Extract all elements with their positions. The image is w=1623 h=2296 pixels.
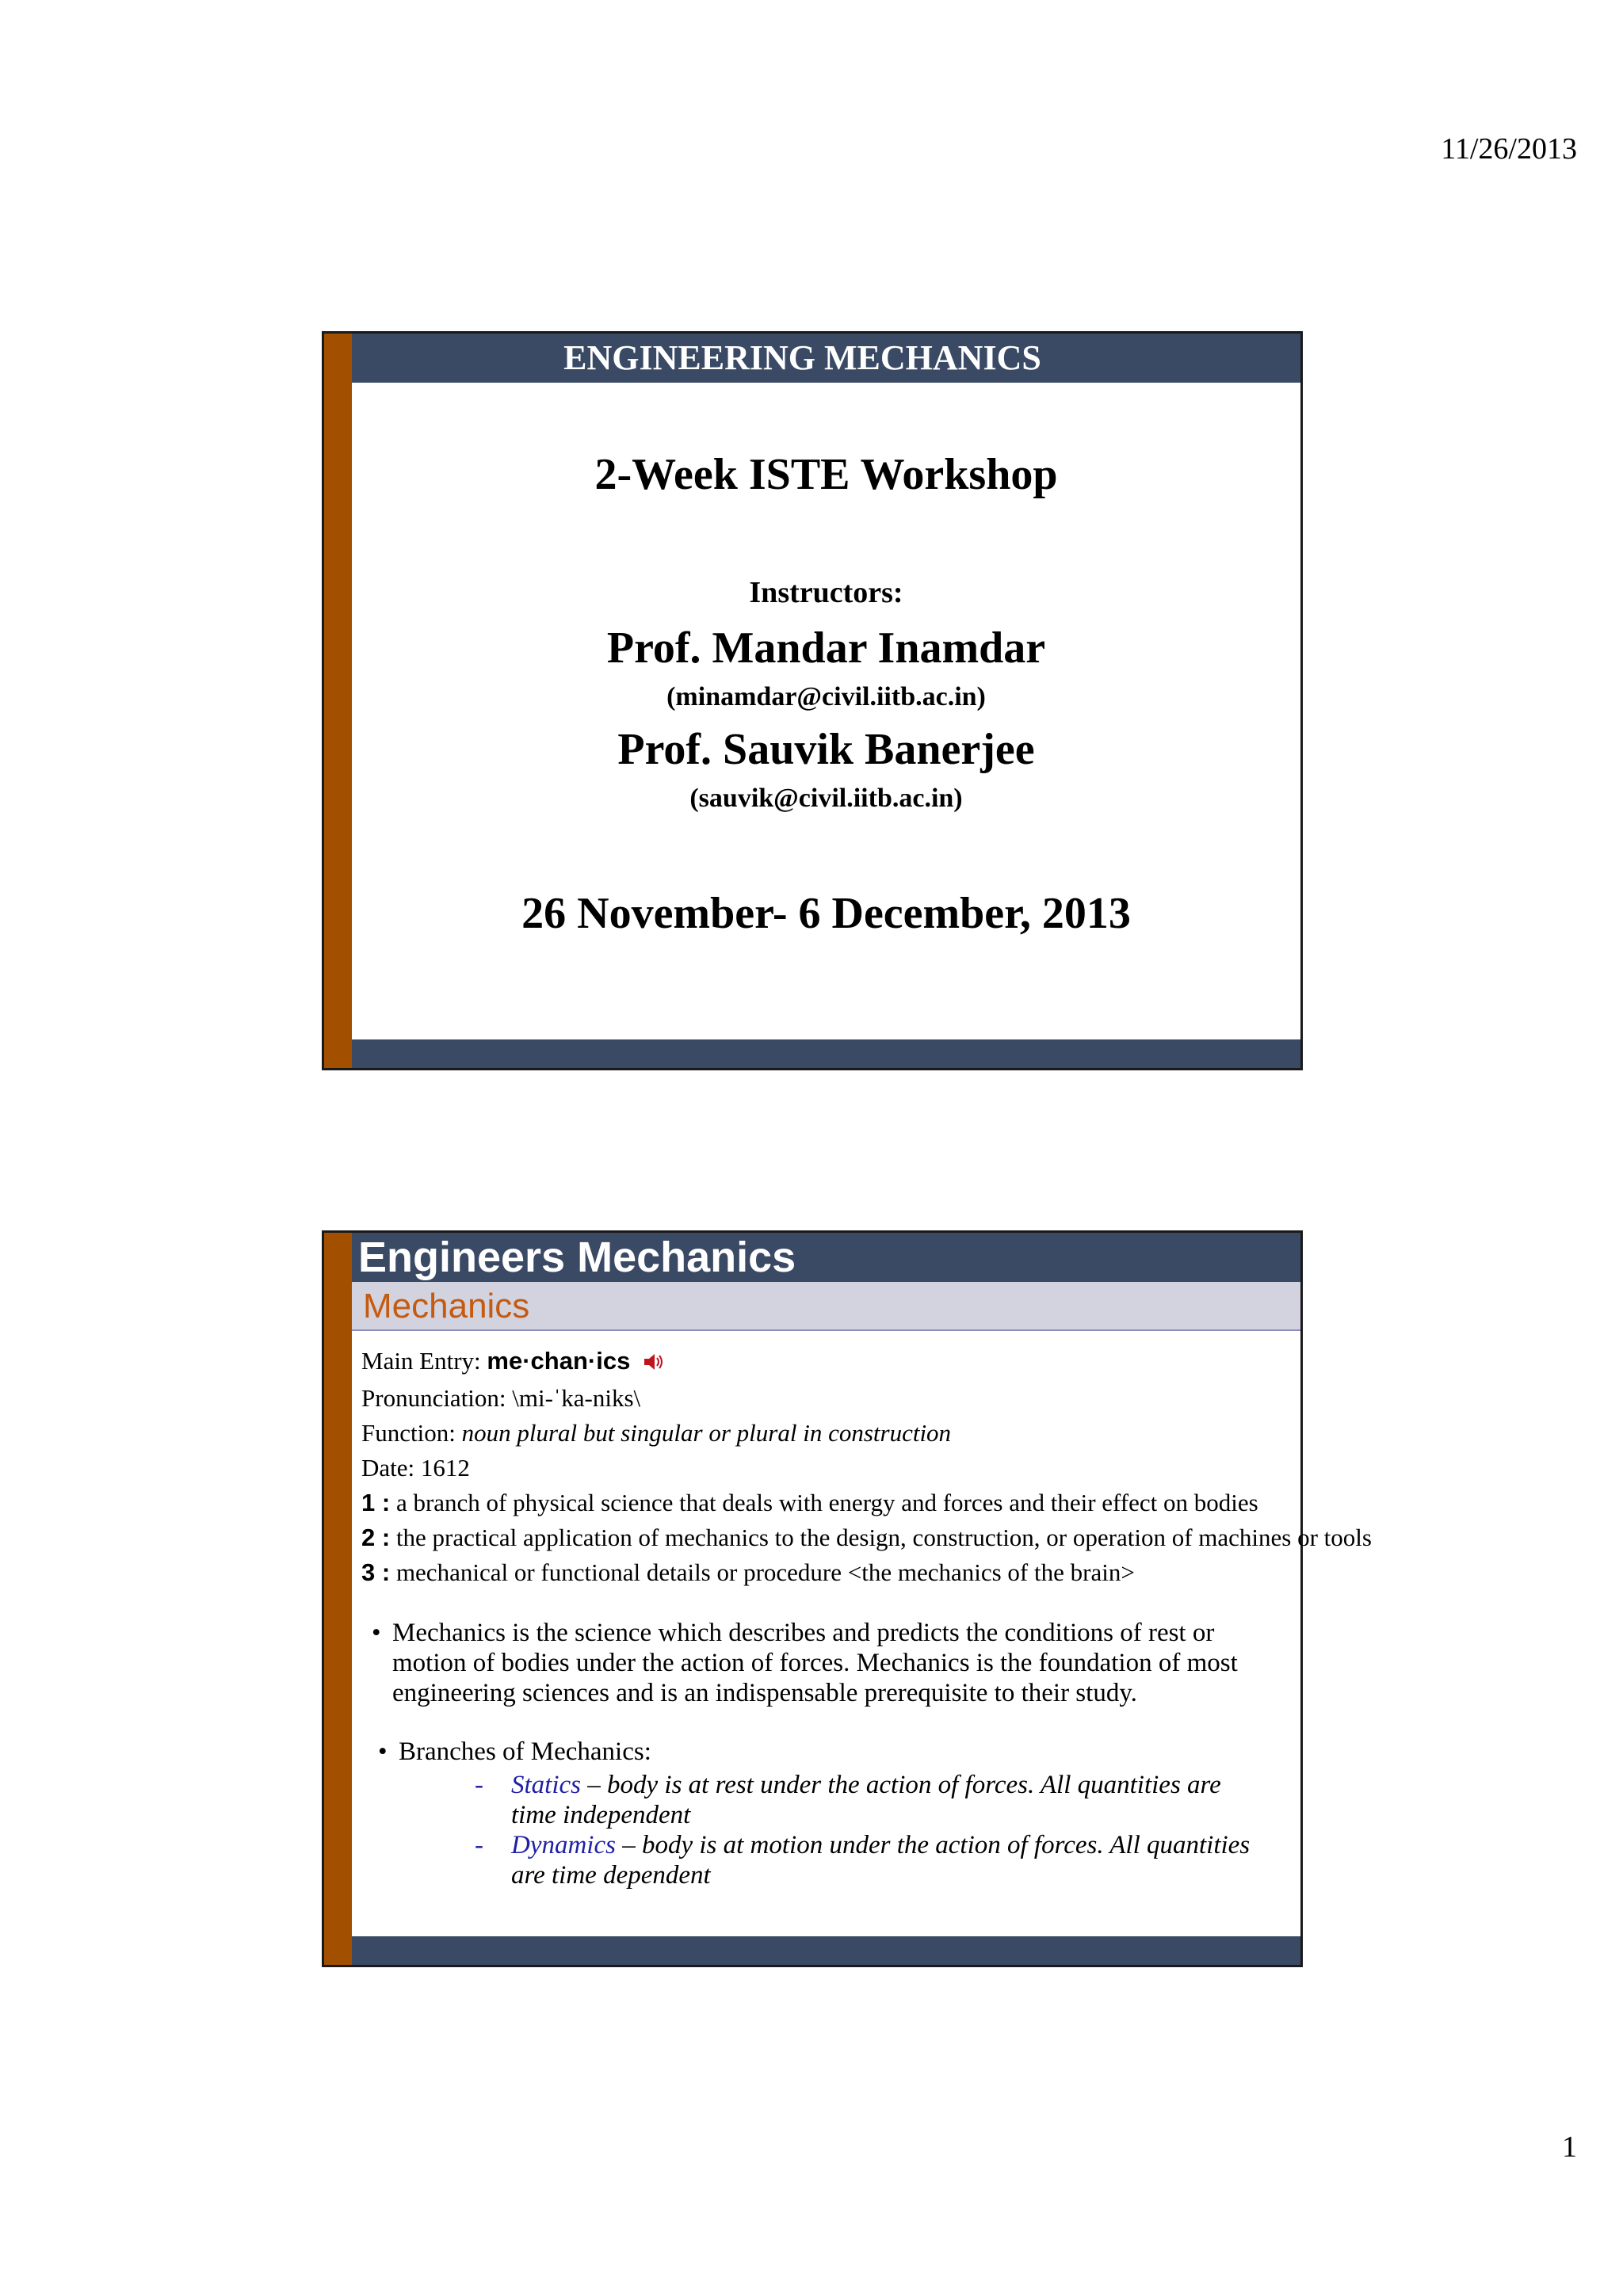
slide-title: Engineers Mechanics: [358, 1234, 796, 1281]
speaker-icon[interactable]: [643, 1346, 665, 1381]
term-dynamics: Dynamics: [511, 1831, 616, 1859]
bullet-marker: •: [378, 1737, 388, 1766]
dictionary-entry: [361, 1344, 1372, 1590]
entry-date: Date: 1612: [361, 1453, 470, 1482]
workshop-dates: 26 November- 6 December, 2013: [521, 889, 1131, 938]
function-label: Function:: [361, 1418, 462, 1447]
main-entry-row: [361, 1344, 1304, 1381]
instructors-label: Instructors:: [749, 576, 903, 609]
slide-footer-bar: [352, 1039, 1300, 1068]
definition-1: [361, 1486, 1304, 1520]
definition-3: [361, 1555, 1304, 1590]
bullet-text: Mechanics is the science which describes and predicts the conditions of rest or motion of bodies under the action of forces. Mechanics is the foundation of most engineering sciences and is an indispensable prerequisite to their study.: [392, 1619, 1238, 1707]
pronunciation: Pronunciation: \mi-ˈka-niks\: [361, 1383, 641, 1412]
definition-number: 2 :: [361, 1523, 391, 1551]
definition-text: the practical application of mechanics to the design, construction, or operation of machines or tools: [390, 1523, 1372, 1551]
bullet-marker: •: [372, 1619, 381, 1647]
instructor-2-email: (sauvik@civil.iitb.ac.in): [689, 784, 963, 813]
workshop-title: 2-Week ISTE Workshop: [594, 450, 1058, 499]
instructor-1-name: Prof. Mandar Inamdar: [606, 624, 1046, 673]
title-slide: [322, 331, 1303, 1070]
branch-dynamics: [475, 1830, 1267, 1890]
main-entry-label: Main Entry:: [361, 1347, 487, 1375]
definition-text: a branch of physical science that deals with energy and forces and their effect on bodies: [390, 1488, 1258, 1516]
slide-accent-bar: [324, 1233, 352, 1965]
bullet-text: Branches of Mechanics:: [399, 1737, 651, 1766]
definition-2: [361, 1520, 1372, 1555]
bullet-mechanics-definition: [372, 1618, 1267, 1708]
function-value: noun plural but singular or plural in construction: [461, 1418, 952, 1447]
function-row: [361, 1416, 1304, 1451]
dynamics-description: – body is at motion under the action of forces. All quantities are time dependent: [511, 1831, 1251, 1890]
branch-statics: [475, 1770, 1267, 1830]
definition-number: 3 :: [361, 1558, 391, 1586]
page-number: 1: [1562, 2130, 1577, 2164]
definition-text: mechanical or functional details or procedure <the mechanics of the brain>: [390, 1558, 1135, 1586]
slide-accent-bar: [324, 334, 352, 1068]
page-date: 11/26/2013: [1441, 132, 1577, 166]
slide-subtitle: Mechanics: [352, 1282, 1300, 1331]
mechanics-slide: [322, 1230, 1372, 1967]
slide-title: [352, 334, 1300, 383]
branches-list: [475, 1770, 1267, 1890]
definition-number: 1 :: [361, 1488, 391, 1516]
dash-marker: -: [475, 1831, 483, 1859]
slide-title-text: ENGINEERING MECHANICS: [563, 338, 1041, 377]
instructor-1-email: (minamdar@civil.iitb.ac.in): [666, 682, 986, 711]
term-statics: Statics: [511, 1771, 581, 1799]
headword: me·chan·ics: [487, 1347, 631, 1375]
instructor-2-name: Prof. Sauvik Banerjee: [617, 725, 1035, 774]
bullet-branches: [372, 1737, 1267, 1890]
dash-marker: -: [475, 1771, 483, 1799]
statics-description: – body is at rest under the action of forces. All quantities are time independent: [511, 1771, 1221, 1829]
slide-footer-bar: [352, 1936, 1300, 1965]
